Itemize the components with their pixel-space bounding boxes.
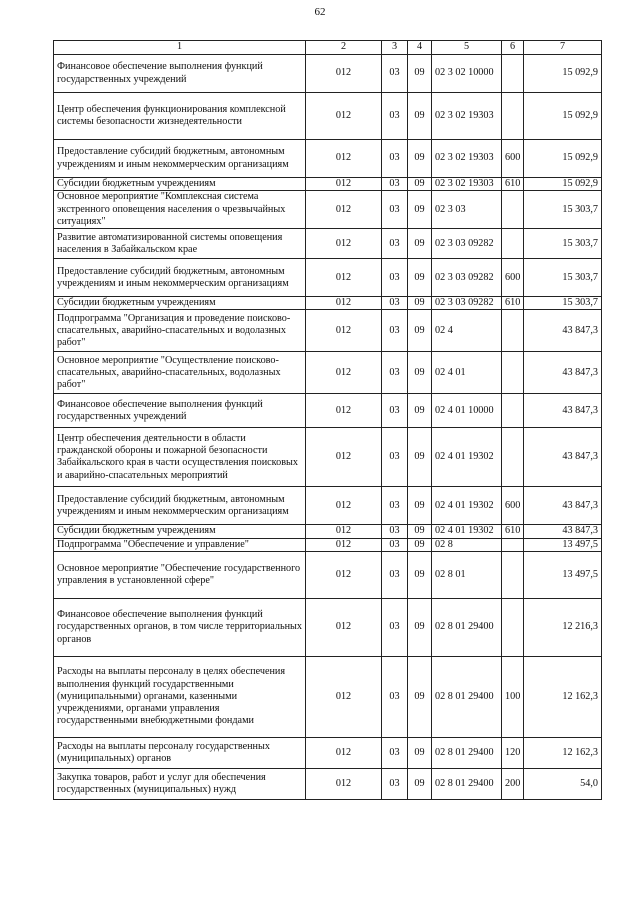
expense-type-code-cell	[502, 93, 524, 140]
target-article-code-cell: 02 4 01 19302	[432, 525, 502, 538]
subsection-code-cell: 09	[408, 178, 432, 191]
item-name-cell: Предоставление субсидий бюджетным, автономным учреждениям и иным некоммерческим организациям	[54, 487, 306, 525]
item-name-cell: Предоставление субсидий бюджетным, автономным учреждениям и иным некоммерческим организациям	[54, 140, 306, 178]
admin-code-cell: 012	[306, 656, 382, 737]
expense-type-code-cell: 610	[502, 178, 524, 191]
expense-type-code-cell	[502, 229, 524, 259]
expense-type-code-cell	[502, 310, 524, 352]
admin-code-cell: 012	[306, 428, 382, 487]
expense-type-code-cell: 610	[502, 297, 524, 310]
target-article-code-cell: 02 3 03	[432, 191, 502, 229]
admin-code-cell: 012	[306, 310, 382, 352]
amount-cell: 43 847,3	[524, 525, 602, 538]
admin-code-cell: 012	[306, 140, 382, 178]
header-cell-7: 7	[524, 41, 602, 55]
item-name-cell: Финансовое обеспечение выполнения функций государственных учреждений	[54, 394, 306, 428]
header-cell-1: 1	[54, 41, 306, 55]
header-cell-6: 6	[502, 41, 524, 55]
admin-code-cell: 012	[306, 598, 382, 656]
amount-cell: 43 847,3	[524, 428, 602, 487]
amount-cell: 12 162,3	[524, 656, 602, 737]
table-row	[54, 394, 602, 428]
amount-cell: 43 847,3	[524, 352, 602, 394]
target-article-code-cell: 02 4 01 19302	[432, 428, 502, 487]
expense-type-code-cell	[502, 428, 524, 487]
item-name-cell: Основное мероприятие "Комплексная система экстренного оповещения населения о чрезвычайных ситуациях"	[54, 191, 306, 229]
admin-code-cell: 012	[306, 525, 382, 538]
admin-code-cell: 012	[306, 538, 382, 551]
subsection-code-cell: 09	[408, 191, 432, 229]
subsection-code-cell: 09	[408, 140, 432, 178]
target-article-code-cell: 02 3 02 19303	[432, 178, 502, 191]
table-body	[54, 55, 602, 800]
target-article-code-cell: 02 3 03 09282	[432, 259, 502, 297]
expense-type-code-cell: 600	[502, 259, 524, 297]
subsection-code-cell: 09	[408, 428, 432, 487]
subsection-code-cell: 09	[408, 93, 432, 140]
table-row	[54, 525, 602, 538]
target-article-code-cell: 02 4 01 10000	[432, 394, 502, 428]
section-code-cell: 03	[382, 538, 408, 551]
target-article-code-cell: 02 8 01 29400	[432, 598, 502, 656]
item-name-cell: Закупка товаров, работ и услуг для обеспечения государственных (муниципальных) нужд	[54, 768, 306, 799]
admin-code-cell: 012	[306, 352, 382, 394]
amount-cell: 15 092,9	[524, 140, 602, 178]
subsection-code-cell: 09	[408, 768, 432, 799]
subsection-code-cell: 09	[408, 259, 432, 297]
section-code-cell: 03	[382, 55, 408, 93]
subsection-code-cell: 09	[408, 737, 432, 768]
table-row	[54, 93, 602, 140]
table-row	[54, 538, 602, 551]
amount-cell: 43 847,3	[524, 310, 602, 352]
subsection-code-cell: 09	[408, 297, 432, 310]
amount-cell: 13 497,5	[524, 538, 602, 551]
table-row	[54, 229, 602, 259]
subsection-code-cell: 09	[408, 656, 432, 737]
amount-cell: 15 303,7	[524, 297, 602, 310]
budget-table	[53, 40, 602, 800]
table-row	[54, 352, 602, 394]
subsection-code-cell: 09	[408, 229, 432, 259]
admin-code-cell: 012	[306, 259, 382, 297]
item-name-cell: Развитие автоматизированной системы оповещения населения в Забайкальском крае	[54, 229, 306, 259]
item-name-cell: Основное мероприятие "Осуществление поисково-спасательных, аварийно-спасательных, водолазных работ"	[54, 352, 306, 394]
item-name-cell: Расходы на выплаты персоналу государственных (муниципальных) органов	[54, 737, 306, 768]
section-code-cell: 03	[382, 229, 408, 259]
item-name-cell: Центр обеспечения функционирования комплексной системы безопасности жизнедеятельности	[54, 93, 306, 140]
target-article-code-cell: 02 3 03 09282	[432, 297, 502, 310]
amount-cell: 15 303,7	[524, 191, 602, 229]
section-code-cell: 03	[382, 551, 408, 598]
expense-type-code-cell	[502, 352, 524, 394]
table-row	[54, 768, 602, 799]
admin-code-cell: 012	[306, 737, 382, 768]
item-name-cell: Основное мероприятие "Обеспечение государственного управления в установленной сфере"	[54, 551, 306, 598]
item-name-cell: Расходы на выплаты персоналу в целях обеспечения выполнения функций государственными (муниципальными) органами, казенными учреждениями, органами управления государственными внебюджетными фондами	[54, 656, 306, 737]
expense-type-code-cell	[502, 538, 524, 551]
section-code-cell: 03	[382, 737, 408, 768]
item-name-cell: Субсидии бюджетным учреждениям	[54, 178, 306, 191]
expense-type-code-cell	[502, 55, 524, 93]
admin-code-cell: 012	[306, 93, 382, 140]
item-name-cell: Субсидии бюджетным учреждениям	[54, 297, 306, 310]
admin-code-cell: 012	[306, 551, 382, 598]
section-code-cell: 03	[382, 310, 408, 352]
amount-cell: 43 847,3	[524, 487, 602, 525]
subsection-code-cell: 09	[408, 310, 432, 352]
subsection-code-cell: 09	[408, 525, 432, 538]
subsection-code-cell: 09	[408, 352, 432, 394]
target-article-code-cell: 02 8 01 29400	[432, 656, 502, 737]
target-article-code-cell: 02 4 01 19302	[432, 487, 502, 525]
expense-type-code-cell: 600	[502, 487, 524, 525]
header-cell-5: 5	[432, 41, 502, 55]
amount-cell: 12 162,3	[524, 737, 602, 768]
expense-type-code-cell: 200	[502, 768, 524, 799]
item-name-cell: Центр обеспечения деятельности в области гражданской обороны и пожарной безопасности Забайкальского края в части осуществления поисковых и аварийно-спасательных мероприятий	[54, 428, 306, 487]
section-code-cell: 03	[382, 487, 408, 525]
table-row	[54, 178, 602, 191]
amount-cell: 15 092,9	[524, 93, 602, 140]
section-code-cell: 03	[382, 598, 408, 656]
section-code-cell: 03	[382, 178, 408, 191]
table-row	[54, 428, 602, 487]
section-code-cell: 03	[382, 297, 408, 310]
section-code-cell: 03	[382, 525, 408, 538]
amount-cell: 15 092,9	[524, 55, 602, 93]
subsection-code-cell: 09	[408, 394, 432, 428]
header-cell-4: 4	[408, 41, 432, 55]
table-row	[54, 140, 602, 178]
subsection-code-cell: 09	[408, 551, 432, 598]
expense-type-code-cell	[502, 394, 524, 428]
section-code-cell: 03	[382, 259, 408, 297]
expense-type-code-cell: 600	[502, 140, 524, 178]
table-row	[54, 598, 602, 656]
subsection-code-cell: 09	[408, 487, 432, 525]
table-row	[54, 259, 602, 297]
subsection-code-cell: 09	[408, 55, 432, 93]
target-article-code-cell: 02 8 01	[432, 551, 502, 598]
amount-cell: 12 216,3	[524, 598, 602, 656]
target-article-code-cell: 02 3 02 19303	[432, 93, 502, 140]
target-article-code-cell: 02 8 01 29400	[432, 768, 502, 799]
table-row	[54, 310, 602, 352]
table-row	[54, 55, 602, 93]
expense-type-code-cell: 120	[502, 737, 524, 768]
expense-type-code-cell: 610	[502, 525, 524, 538]
item-name-cell: Финансовое обеспечение выполнения функций государственных органов, в том числе территориальных органов	[54, 598, 306, 656]
table-row	[54, 297, 602, 310]
expense-type-code-cell	[502, 191, 524, 229]
target-article-code-cell: 02 3 02 19303	[432, 140, 502, 178]
amount-cell: 15 303,7	[524, 229, 602, 259]
target-article-code-cell: 02 4 01	[432, 352, 502, 394]
table-row	[54, 191, 602, 229]
target-article-code-cell: 02 8	[432, 538, 502, 551]
admin-code-cell: 012	[306, 768, 382, 799]
admin-code-cell: 012	[306, 487, 382, 525]
amount-cell: 15 092,9	[524, 178, 602, 191]
item-name-cell: Субсидии бюджетным учреждениям	[54, 525, 306, 538]
table-header-row	[54, 41, 602, 55]
section-code-cell: 03	[382, 352, 408, 394]
expense-type-code-cell: 100	[502, 656, 524, 737]
table-row	[54, 737, 602, 768]
expense-type-code-cell	[502, 598, 524, 656]
page-number: 62	[314, 6, 326, 18]
amount-cell: 43 847,3	[524, 394, 602, 428]
admin-code-cell: 012	[306, 55, 382, 93]
table-row	[54, 656, 602, 737]
item-name-cell: Предоставление субсидий бюджетным, автономным учреждениям и иным некоммерческим организациям	[54, 259, 306, 297]
section-code-cell: 03	[382, 93, 408, 140]
target-article-code-cell: 02 3 03 09282	[432, 229, 502, 259]
header-cell-2: 2	[306, 41, 382, 55]
subsection-code-cell: 09	[408, 538, 432, 551]
subsection-code-cell: 09	[408, 598, 432, 656]
target-article-code-cell: 02 4	[432, 310, 502, 352]
table-row	[54, 487, 602, 525]
admin-code-cell: 012	[306, 297, 382, 310]
target-article-code-cell: 02 3 02 10000	[432, 55, 502, 93]
section-code-cell: 03	[382, 428, 408, 487]
table-row	[54, 551, 602, 598]
section-code-cell: 03	[382, 656, 408, 737]
admin-code-cell: 012	[306, 191, 382, 229]
amount-cell: 54,0	[524, 768, 602, 799]
target-article-code-cell: 02 8 01 29400	[432, 737, 502, 768]
section-code-cell: 03	[382, 768, 408, 799]
section-code-cell: 03	[382, 140, 408, 178]
item-name-cell: Финансовое обеспечение выполнения функций государственных учреждений	[54, 55, 306, 93]
item-name-cell: Подпрограмма "Организация и проведение поисково-спасательных, аварийно-спасательных и водолазных работ"	[54, 310, 306, 352]
admin-code-cell: 012	[306, 178, 382, 191]
item-name-cell: Подпрограмма "Обеспечение и управление"	[54, 538, 306, 551]
admin-code-cell: 012	[306, 394, 382, 428]
section-code-cell: 03	[382, 394, 408, 428]
amount-cell: 15 303,7	[524, 259, 602, 297]
admin-code-cell: 012	[306, 229, 382, 259]
section-code-cell: 03	[382, 191, 408, 229]
amount-cell: 13 497,5	[524, 551, 602, 598]
header-cell-3: 3	[382, 41, 408, 55]
expense-type-code-cell	[502, 551, 524, 598]
